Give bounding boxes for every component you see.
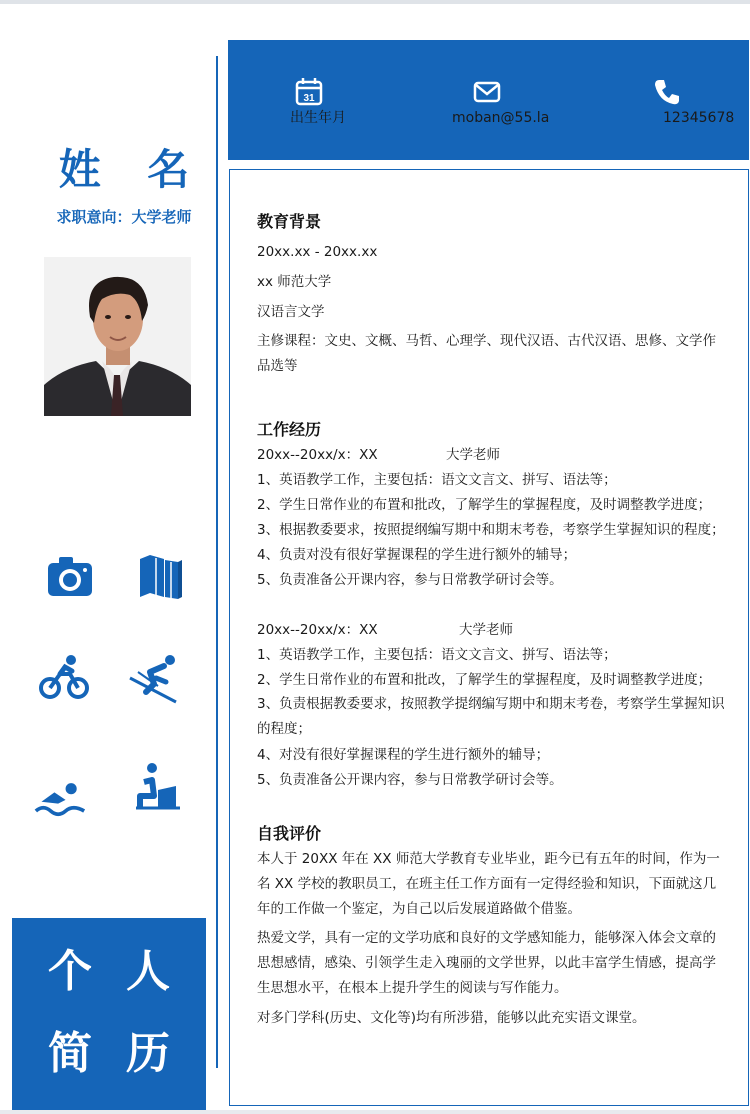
calendar-day: 31 — [303, 93, 315, 104]
job-item: 2、学生日常作业的布置和批改，了解学生的掌握程度，及时调整教学进度； — [257, 497, 712, 513]
swimming-icon — [34, 772, 86, 824]
job-item: 5、负责准备公开课内容，参与日常教学研讨会等。 — [257, 772, 563, 788]
education-courses: 主修课程：文史、文概、马哲、心理学、现代汉语、古代汉语、思修、文学作品选等 — [257, 333, 716, 374]
candidate-name: 姓 名 — [58, 145, 206, 194]
education-title: 教育背景 — [257, 212, 322, 231]
cycling-icon — [38, 652, 90, 704]
profile-photo — [44, 257, 191, 416]
self-eval-title: 自我评价 — [257, 824, 322, 843]
email[interactable]: moban@55.la — [452, 110, 550, 126]
job-period: 20xx--20xx/x：XX — [257, 447, 378, 463]
birth-date: 出生年月 — [290, 110, 346, 126]
bottom-divider — [0, 1110, 750, 1114]
skiing-icon — [128, 652, 180, 704]
job-role: 大学老师 — [459, 622, 513, 638]
books-icon — [134, 550, 186, 602]
email-icon — [471, 76, 503, 108]
resume-title-char: 人 — [126, 946, 170, 997]
work-title: 工作经历 — [257, 420, 322, 439]
contact-header — [228, 40, 749, 160]
education-period: 20xx.xx - 20xx.xx — [257, 244, 378, 260]
column-divider — [216, 56, 218, 1068]
resume-title-box — [12, 918, 206, 1112]
job-period: 20xx--20xx/x：XX — [257, 622, 378, 638]
self-eval-paragraph: 热爱文学，具有一定的文学功底和良好的文学感知能力，能够深入体会文章的思想感情，感染、引领学生走入瑰丽的文学世界，以此丰富学生情感，提高学生思想水平，在根本上提升学生的阅读与写作能力。 — [257, 930, 716, 996]
job-item: 2、学生日常作业的布置和批改，了解学生的掌握程度，及时调整教学进度； — [257, 672, 712, 688]
phone[interactable]: 12345678 — [663, 110, 735, 126]
resume-title-char: 简 — [48, 1028, 92, 1079]
top-divider — [0, 0, 750, 4]
job-item: 4、负责对没有很好掌握课程的学生进行额外的辅导； — [257, 547, 577, 563]
job-item: 1、英语教学工作，主要包括：语文文言文、拼写、语法等； — [257, 472, 617, 488]
job-intent: 求职意向：大学老师 — [56, 208, 192, 226]
job-role: 大学老师 — [446, 447, 500, 463]
job-item: 4、对没有很好掌握课程的学生进行额外的辅导； — [257, 747, 550, 763]
resume-title-char: 个 — [48, 946, 92, 997]
self-eval-paragraph: 对多门学科(历史、文化等)均有所涉猎，能够以此充实语文课堂。 — [257, 1010, 646, 1026]
job-item: 3、负责根据教委要求，按照教学提纲编写期中和期末考卷，考察学生掌握知识的程度； — [257, 696, 725, 737]
reading-icon — [130, 760, 182, 812]
camera-icon — [44, 550, 96, 602]
job-item: 5、负责准备公开课内容，参与日常教学研讨会等。 — [257, 572, 563, 588]
phone-icon — [651, 76, 683, 108]
education-school: xx 师范大学 — [257, 274, 332, 290]
education-major: 汉语言文学 — [257, 304, 325, 320]
calendar-icon — [293, 76, 325, 108]
job-item: 3、根据教委要求，按照提纲编写期中和期末考卷，考察学生掌握知识的程度； — [257, 522, 725, 538]
job-item: 1、英语教学工作，主要包括：语文文言文、拼写、语法等； — [257, 647, 617, 663]
self-eval-paragraph: 本人于 20XX 年在 XX 师范大学教育专业毕业，距今已有五年的时间，作为一名 XX 学校的教职员工，在班主任工作方面有一定得经验和知识，下面就这几年的工作做一个鉴定，为自己以后发展道路做个借鉴。 — [257, 851, 720, 917]
resume-title-char: 历 — [126, 1028, 170, 1079]
